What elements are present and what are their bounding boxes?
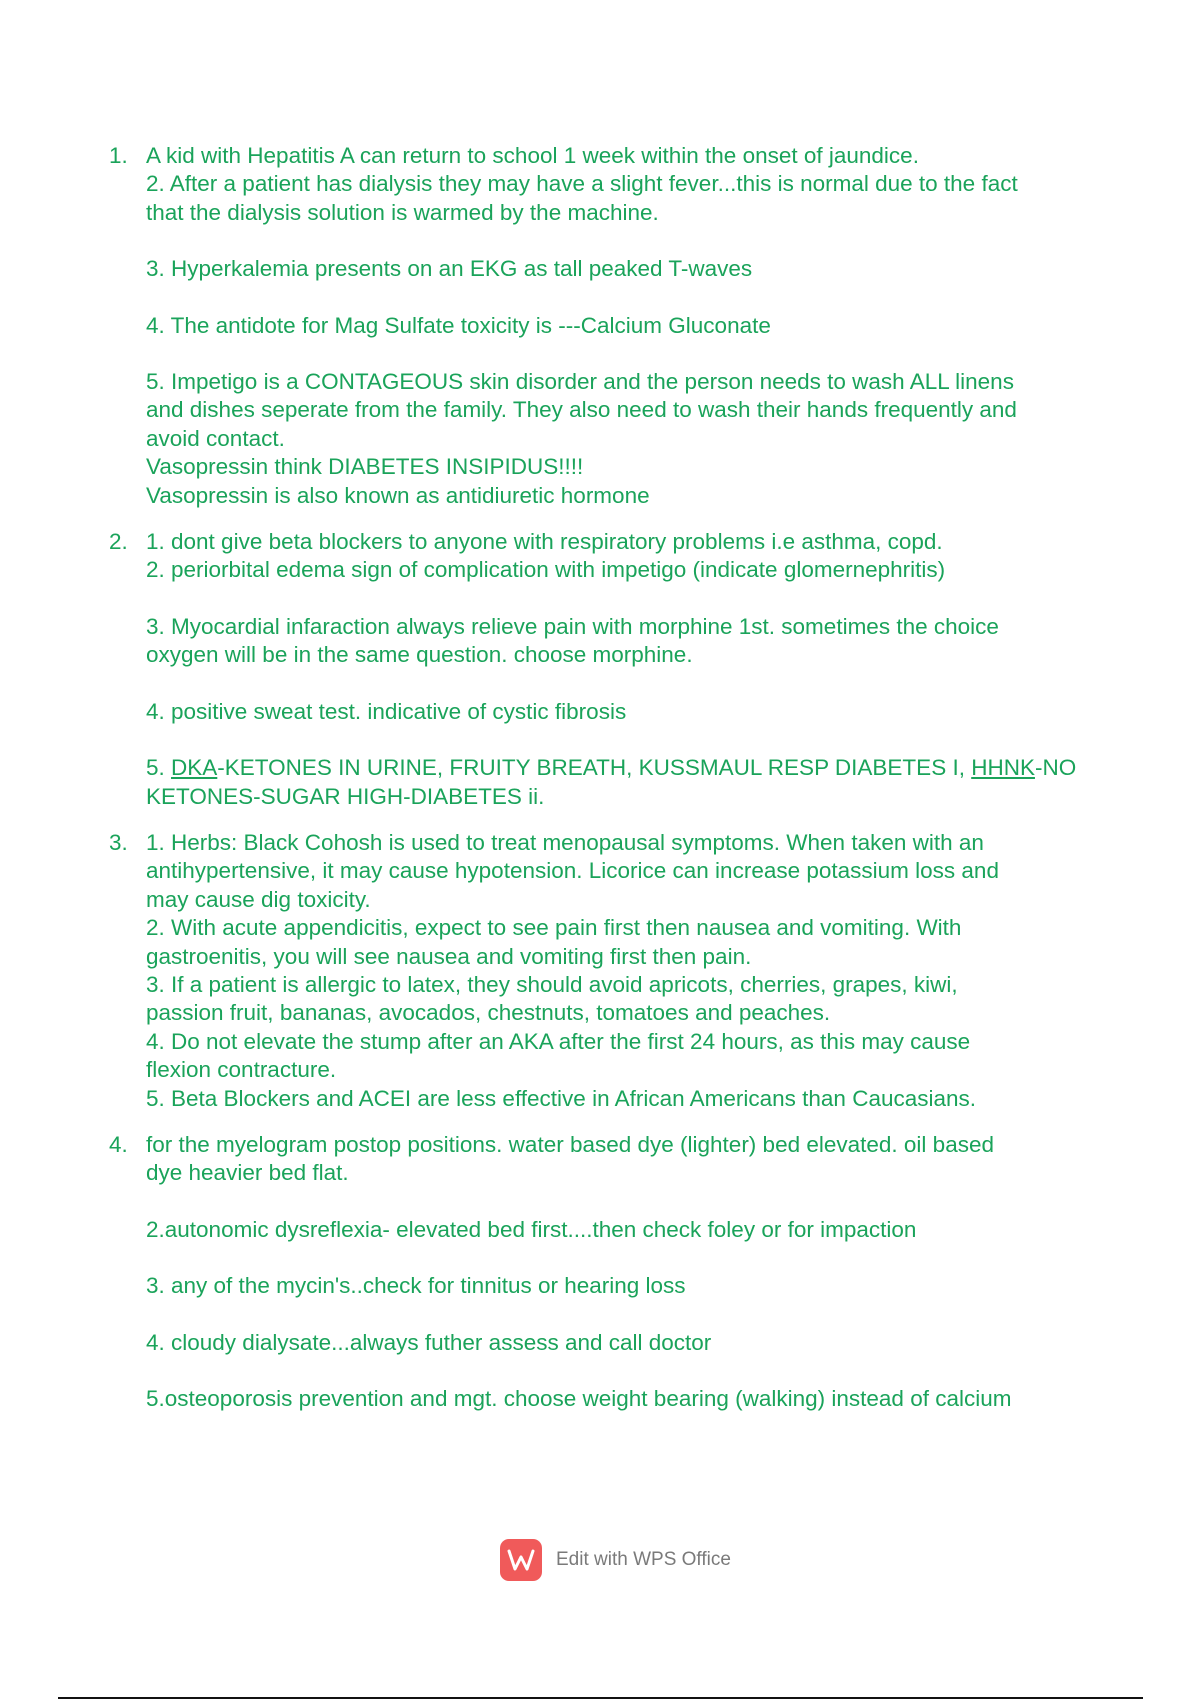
paragraph (146, 1131, 1100, 1188)
text-line: 1. Herbs: Black Cohosh is used to treat menopausal symptoms. When taken with an (146, 829, 984, 855)
paragraph-gap (146, 1244, 1100, 1272)
text-line: 4. The antidote for Mag Sulfate toxicity is ---Calcium Gluconate (146, 312, 771, 338)
wps-edit-button[interactable] (500, 1539, 731, 1581)
paragraph (146, 255, 1100, 283)
paragraph-gap (146, 340, 1100, 368)
paragraph (146, 142, 1100, 227)
text-line: 1. dont give beta blockers to anyone with respiratory problems i.e asthma, copd. (146, 529, 943, 555)
list-number: 4. (109, 1131, 128, 1157)
text-line: avoid contact. (146, 425, 285, 451)
paragraph (146, 613, 1100, 670)
text-line: Vasopressin think DIABETES INSIPIDUS!!!! (146, 454, 584, 480)
text-line: 2. After a patient has dialysis they may have a slight fever...this is normal due to the fact (146, 171, 1018, 197)
paragraph (146, 1272, 1100, 1300)
text-line: 5. Beta Blockers and ACEI are less effective in African Americans than Caucasians. (146, 1085, 977, 1111)
text-line: may cause dig toxicity. (146, 886, 371, 912)
text-line: Vasopressin is also known as antidiuretic hormone (146, 482, 650, 508)
text-line: gastroenitis, you will see nausea and vomiting first then pain. (146, 943, 752, 969)
dka-prefix: 5. (146, 755, 172, 781)
text-line: dye heavier bed flat. (146, 1160, 349, 1186)
list-number: 3. (109, 829, 128, 855)
paragraph-gap (146, 284, 1100, 312)
dka-link-text: DKA (171, 755, 218, 781)
text-line: 3. Hyperkalemia presents on an EKG as tall peaked T-waves (146, 256, 753, 282)
paragraph-gap (146, 726, 1100, 754)
wps-logo-glyph (507, 1548, 535, 1572)
list-item-4 (100, 1131, 1100, 1413)
text-line: 3. Myocardial infaraction always relieve pain with morphine 1st. sometimes the choice (146, 613, 999, 639)
hhnk-link-text: HHNK (971, 755, 1035, 781)
wps-logo-icon (500, 1539, 542, 1581)
paragraph-dka (146, 754, 1100, 811)
paragraph-gap (146, 670, 1100, 698)
wps-edit-label: Edit with WPS Office (556, 1549, 731, 1570)
paragraph-gap (146, 227, 1100, 255)
paragraph-gap (146, 1188, 1100, 1216)
paragraph (146, 312, 1100, 340)
text-line: 2. With acute appendicitis, expect to see pain first then nausea and vomiting. With (146, 915, 962, 941)
paragraph (146, 1216, 1100, 1244)
text-line: and dishes seperate from the family. They also need to wash their hands frequently and (146, 397, 1017, 423)
paragraph (146, 1329, 1100, 1357)
text-line: flexion contracture. (146, 1057, 337, 1083)
text-line (146, 754, 1100, 782)
text-line: 4. positive sweat test. indicative of cystic fibrosis (146, 698, 627, 724)
paragraph (146, 698, 1100, 726)
text-line: oxygen will be in the same question. choose morphine. (146, 642, 693, 668)
text-line: 4. Do not elevate the stump after an AKA after the first 24 hours, as this may cause (146, 1028, 971, 1054)
text-line: KETONES-SUGAR HIGH-DIABETES ii. (146, 783, 545, 809)
text-line: passion fruit, bananas, avocados, chestnuts, tomatoes and peaches. (146, 1000, 831, 1026)
list-item-1 (100, 142, 1100, 510)
text-line: 3. If a patient is allergic to latex, they should avoid apricots, cherries, grapes, kiwi, (146, 971, 958, 997)
text-line: 5. Impetigo is a CONTAGEOUS skin disorder and the person needs to wash ALL linens (146, 369, 1014, 395)
paragraph (146, 528, 1100, 585)
paragraph-gap (146, 1357, 1100, 1385)
list-number: 1. (109, 143, 128, 168)
paragraph (146, 829, 1100, 1113)
text-line: for the myelogram postop positions. water based dye (lighter) bed elevated. oil based (146, 1131, 994, 1157)
list-item-3 (100, 829, 1100, 1113)
paragraph (146, 1385, 1100, 1413)
text-line: 2.autonomic dysreflexia- elevated bed first....then check foley or for impaction (146, 1216, 917, 1242)
page-bottom-rule (58, 1697, 1143, 1699)
text-line: that the dialysis solution is warmed by the machine. (146, 199, 659, 225)
list-item-2 (100, 528, 1100, 811)
text-line: 5.osteoporosis prevention and mgt. choose weight bearing (walking) instead of calcium (146, 1386, 1012, 1411)
dka-mid: -KETONES IN URINE, FRUITY BREATH, KUSSMAUL RESP DIABETES I, (217, 755, 972, 781)
paragraph (146, 368, 1100, 510)
text-line: 2. periorbital edema sign of complication with impetigo (indicate glomernephritis) (146, 557, 946, 583)
text-line: 3. any of the mycin's..check for tinnitus or hearing loss (146, 1273, 686, 1299)
paragraph-gap (146, 1301, 1100, 1329)
notes-list (100, 142, 1100, 1431)
dka-suffix: -NO (1034, 755, 1077, 781)
list-number: 2. (109, 529, 128, 555)
text-line: antihypertensive, it may cause hypotension. Licorice can increase potassium loss and (146, 858, 999, 884)
paragraph-gap (146, 585, 1100, 613)
text-line: 4. cloudy dialysate...always futher assess and call doctor (146, 1329, 712, 1355)
text-line: A kid with Hepatitis A can return to school 1 week within the onset of jaundice. (146, 143, 919, 168)
